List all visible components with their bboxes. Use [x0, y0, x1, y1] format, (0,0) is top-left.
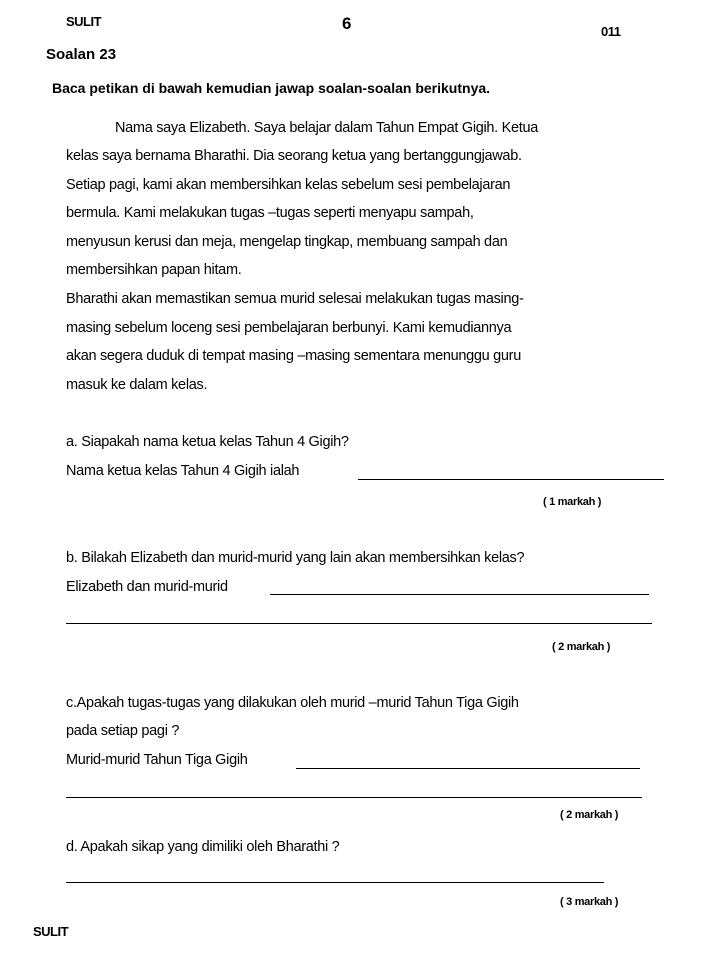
instruction: Baca petikan di bawah kemudian jawap soalan-soalan berikutnya.: [52, 80, 491, 96]
question-d: d. Apakah sikap yang dimiliki oleh Bharathi ?: [66, 839, 340, 855]
question-c-line1: c.Apakah tugas-tugas yang dilakukan oleh murid –murid Tahun Tiga Gigih: [66, 695, 519, 711]
passage-line: menyusun kerusi dan meja, mengelap tingkap, membuang sampah dan: [66, 234, 508, 250]
answer-prompt-c: Murid-murid Tahun Tiga Gigih: [66, 752, 248, 768]
answer-line-b2[interactable]: [66, 623, 652, 624]
passage-line: kelas saya bernama Bharathi. Dia seorang ketua yang bertanggungjawab.: [66, 148, 522, 164]
passage-line: membersihkan papan hitam.: [66, 262, 242, 278]
passage-line: masing sebelum loceng sesi pembelajaran berbunyi. Kami kemudiannya: [66, 320, 512, 336]
passage-line: Nama saya Elizabeth. Saya belajar dalam Tahun Empat Gigih. Ketua: [115, 120, 539, 136]
passage-line: Setiap pagi, kami akan membersihkan kelas sebelum sesi pembelajaran: [66, 177, 511, 193]
footer-sulit: SULIT: [33, 924, 69, 939]
marks-d: ( 3 markah ): [560, 896, 619, 908]
answer-line-d[interactable]: [66, 882, 604, 883]
passage-line: masuk ke dalam kelas.: [66, 377, 208, 393]
passage-line: akan segera duduk di tempat masing –masing sementara menunggu guru: [66, 348, 521, 364]
marks-a: ( 1 markah ): [543, 496, 602, 508]
paper-code: 011: [601, 24, 621, 39]
answer-line-c2[interactable]: [66, 797, 642, 798]
answer-prompt-b: Elizabeth dan murid-murid: [66, 579, 228, 595]
header-sulit: SULIT: [66, 14, 102, 29]
answer-line-b1[interactable]: [270, 594, 649, 595]
question-a: a. Siapakah nama ketua kelas Tahun 4 Gigih?: [66, 434, 349, 450]
marks-c: ( 2 markah ): [560, 809, 619, 821]
question-c-line2: pada setiap pagi ?: [66, 723, 180, 739]
passage-line: Bharathi akan memastikan semua murid selesai melakukan tugas masing-: [66, 291, 524, 307]
answer-prompt-a: Nama ketua kelas Tahun 4 Gigih ialah: [66, 463, 300, 479]
marks-b: ( 2 markah ): [552, 641, 611, 653]
question-title: Soalan 23: [46, 46, 117, 63]
passage-line: bermula. Kami melakukan tugas –tugas seperti menyapu sampah,: [66, 205, 474, 221]
question-b: b. Bilakah Elizabeth dan murid-murid yang lain akan membersihkan kelas?: [66, 550, 525, 566]
answer-line-a[interactable]: [358, 479, 664, 480]
page-number: 6: [342, 14, 352, 33]
answer-line-c1[interactable]: [296, 768, 640, 769]
